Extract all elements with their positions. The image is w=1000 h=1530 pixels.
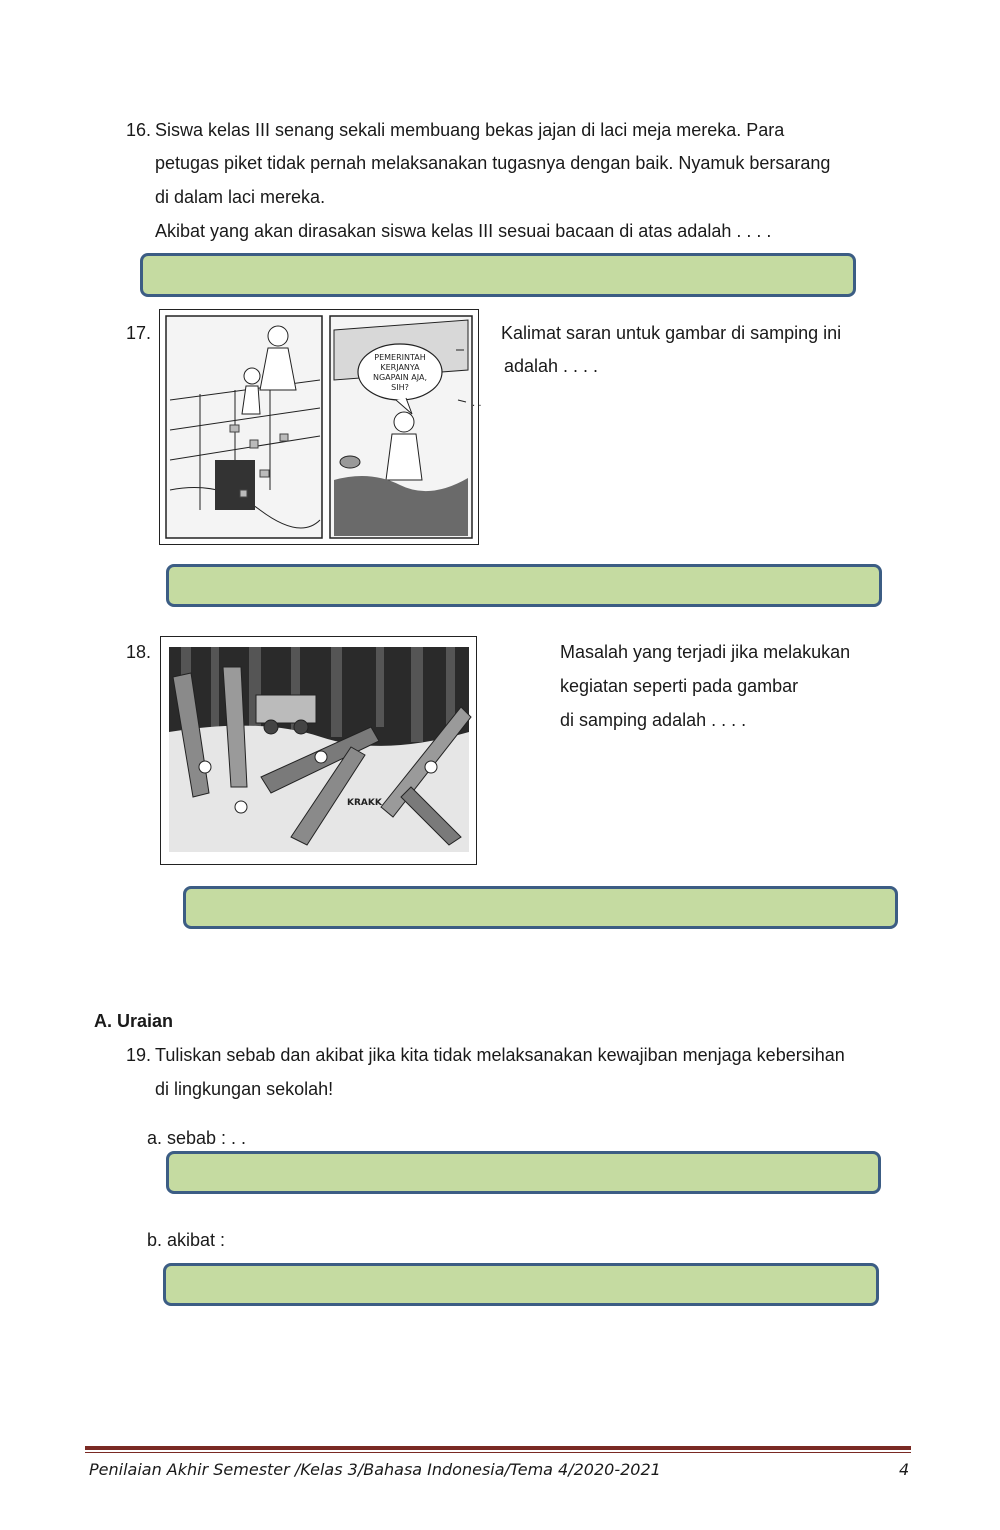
q17-number: 17. [126,323,152,343]
q16-text-line-1: Siswa kelas III senang sekali membuang bekas jajan di laci meja mereka. Para [155,120,785,140]
q16-answer-field[interactable] [140,253,856,297]
bubble-line-3: NGAPAIN AJA, [372,373,428,382]
q18-answer-field[interactable] [183,886,898,929]
q18-number: 18. [126,642,152,662]
q19-cause-answer-field[interactable] [166,1151,881,1194]
q19-text-line-1: Tuliskan sebab dan akibat jika kita tidak melaksanakan kewajiban menjaga kebersihan [155,1045,845,1065]
footer-text: Penilaian Akhir Semester /Kelas 3/Bahasa Indonesia/Tema 4/2020-2021 [89,1460,661,1479]
q17-text-line-1: Kalimat saran untuk gambar di samping ini [501,323,842,343]
q19-effect-answer-field[interactable] [163,1263,879,1306]
q19-part-a-label: a. sebab : . . [147,1128,247,1148]
q17-comic-drawing [160,310,482,544]
bubble-line-1: PEMERINTAH [374,353,426,362]
q16-text-line-3: di dalam laci mereka. [155,187,326,207]
q18-text-line-2: kegiatan seperti pada gambar [560,676,799,696]
q17-comic-image [159,309,482,545]
bubble-line-2: KERJANYA [380,363,420,372]
q18-logging-image [160,636,477,865]
bubble-line-4: SIH? [391,383,409,392]
q16-prompt: Akibat yang akan dirasakan siswa kelas III sesuai bacaan di atas adalah . . . . [155,221,772,241]
q18-logging-drawing [161,637,476,864]
q16-number: 16. [126,120,152,140]
footer-rule-thick [85,1446,911,1450]
q18-prompt: di samping adalah . . . . [560,710,747,730]
comic-margin-mark: . . [472,398,482,409]
q18-text-line-1: Masalah yang terjadi jika melakukan [560,642,851,662]
page-number: 4 [899,1460,910,1479]
footer-rule-thin [85,1452,911,1453]
sound-effect-text: KRAKK [347,798,382,808]
q17-answer-field[interactable] [166,564,882,607]
q16-text-line-2: petugas piket tidak pernah melaksanakan tugasnya dengan baik. Nyamuk bersarang [155,153,831,173]
section-heading: A. Uraian [94,1011,174,1031]
q19-text-line-2: di lingkungan sekolah! [155,1079,334,1099]
q19-number: 19. [126,1045,152,1065]
q17-prompt: adalah . . . . [504,356,599,376]
q19-part-b-label: b. akibat : [147,1230,226,1250]
